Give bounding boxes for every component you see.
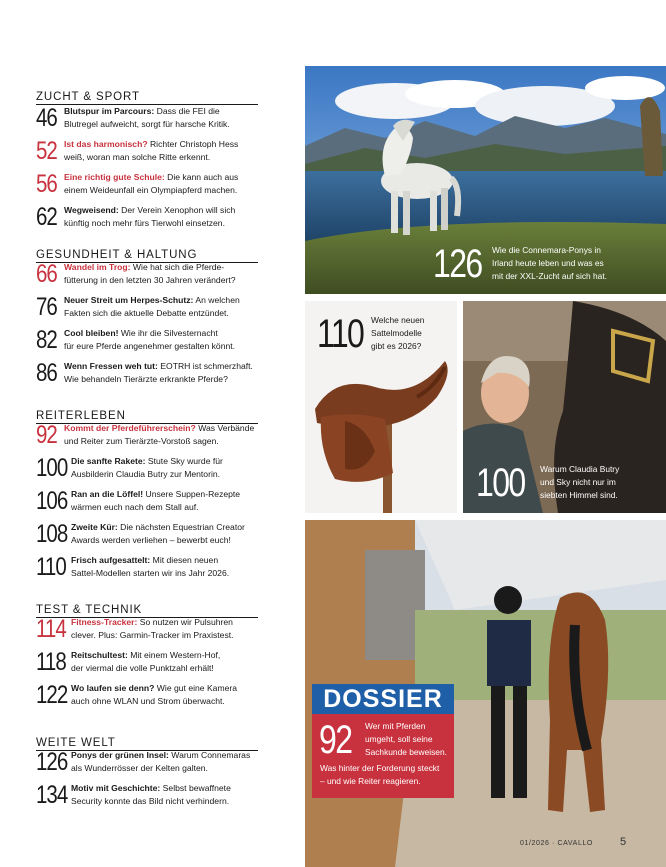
entry-description (71, 616, 234, 643)
toc-entry[interactable] (36, 554, 261, 584)
toc-entry[interactable] (36, 105, 261, 135)
entry-headline: Wegweisend: (64, 205, 119, 215)
toc-entry[interactable] (36, 422, 261, 452)
entry-line: Sattel-Modellen starten wir ins Jahr 2026. (71, 568, 230, 579)
page-number: 5 (620, 836, 627, 848)
entry-line: wärmen euch nach dem Stall auf. (71, 502, 199, 513)
entry-description (64, 422, 254, 449)
entry-headline: Reitschultest: (71, 650, 128, 660)
entry-headline: Zweite Kür: (71, 522, 118, 532)
dossier-line: Wer mit Pferden (365, 721, 426, 731)
entry-headline: Die sanfte Rakete: (71, 456, 146, 466)
toc-entry[interactable] (36, 682, 261, 712)
page-reference-number: 56 (36, 170, 57, 198)
entry-headline: Neuer Streit um Herpes-Schutz: (64, 295, 194, 305)
entry-teaser: Wie hat sich die Pferde- (130, 262, 225, 272)
pony-teaser-line: mit der XXL-Zucht auf sich hat. (492, 271, 607, 281)
dossier-line: – und wie Reiter reagieren. (320, 776, 421, 786)
toc-entry[interactable] (36, 171, 261, 201)
page-reference-number: 110 (36, 553, 66, 581)
entry-line (64, 105, 230, 118)
entry-description (71, 749, 250, 776)
entry-teaser: Die nächsten Equestrian Creator (117, 522, 245, 532)
lake-landscape-illustration (305, 66, 666, 294)
toc-entry[interactable] (36, 138, 261, 168)
entry-description (71, 554, 229, 581)
entry-line (64, 261, 236, 274)
toc-entry[interactable] (36, 782, 261, 812)
toc-section (36, 737, 258, 809)
entry-headline: Frisch aufgesattelt: (71, 555, 151, 565)
page-reference-number: 126 (36, 748, 68, 776)
entry-line (71, 749, 250, 762)
toc-entry[interactable] (36, 616, 261, 646)
entry-line: für eure Pferde angenehmer gestalten könnt. (64, 341, 236, 352)
pony-teaser-line: Wie die Connemara-Ponys in (492, 245, 601, 255)
toc-entry[interactable] (36, 749, 261, 779)
pony-teaser-number: 126 (433, 242, 482, 286)
page-reference-number: 62 (36, 203, 57, 231)
connemara-pony-photo[interactable] (305, 66, 666, 294)
dossier-line: umgeht, soll seine (365, 734, 433, 744)
entry-teaser: Mit diesen neuen (150, 555, 219, 565)
entry-teaser: Dass die FEI die (154, 106, 220, 116)
entry-headline: Motiv mit Geschichte: (71, 783, 161, 793)
page-reference-number: 76 (36, 293, 57, 321)
entry-line (64, 422, 254, 435)
toc-section (36, 91, 258, 231)
entry-teaser: Richter Christoph Hess (147, 139, 239, 149)
saddle-teaser-text (371, 314, 424, 353)
section-title: WEITE WELT (36, 737, 258, 751)
entry-line: weiß, woran man solche Ritte erkennt. (64, 152, 211, 163)
entry-description (64, 204, 235, 231)
entry-line: Fakten sich die aktuelle Debatte entzündet. (64, 308, 229, 319)
section-title: TEST & TECHNIK (36, 604, 258, 618)
entry-line: auch ohne WLAN und Strom überwacht. (71, 696, 225, 707)
entry-description (64, 261, 236, 288)
toc-entry[interactable] (36, 261, 261, 291)
page-reference-number: 122 (36, 681, 68, 709)
entry-description (64, 294, 240, 321)
entry-description (64, 105, 230, 132)
toc-entry[interactable] (36, 488, 261, 518)
entry-line: und Reiter zum Tierärzte-Vorstoß sagen. (64, 436, 219, 447)
entry-headline: Fitness-Tracker: (71, 617, 138, 627)
entry-teaser: An welchen (193, 295, 240, 305)
entry-line: Security konnte das Bild nicht verhindern. (71, 796, 230, 807)
entry-line: clever. Plus: Garmin-Tracker im Praxistest. (71, 630, 234, 641)
page-reference-number: 82 (36, 326, 57, 354)
entry-description (71, 649, 220, 676)
entry-line: Blutregel aufweicht, sorgt für harsche Kritik. (64, 119, 230, 130)
entry-teaser: Was Verbände (195, 423, 255, 433)
toc-entry[interactable] (36, 521, 261, 551)
page-reference-number: 66 (36, 260, 57, 288)
pony-teaser-line: Irland heute leben und was es (492, 258, 604, 268)
dossier-line: Was hinter der Forderung steckt (320, 763, 440, 773)
entry-teaser: Wie ihr die Silvesternacht (118, 328, 218, 338)
toc-entry[interactable] (36, 327, 261, 357)
entry-line (71, 455, 223, 468)
entry-line: einem Weideunfall ein Olympiapferd machen. (64, 185, 238, 196)
entry-line (64, 360, 253, 373)
entry-line (64, 294, 240, 307)
entry-headline: Wo laufen sie denn? (71, 683, 155, 693)
page-reference-number: 134 (36, 781, 68, 809)
butry-teaser-number: 100 (476, 461, 525, 505)
dossier-text-short (365, 720, 447, 759)
entry-description (64, 360, 253, 387)
toc-section (36, 410, 258, 581)
entry-teaser: Der Verein Xenophon will sich (118, 205, 236, 215)
entry-description (64, 138, 238, 165)
entry-description (71, 455, 223, 482)
page-reference-number: 100 (36, 454, 68, 482)
entry-description (71, 488, 240, 515)
page-reference-number: 108 (36, 520, 68, 548)
entry-line: Awards werden verliehen – bewerbt euch! (71, 535, 231, 546)
entry-line: Ausbilderin Claudia Butry zur Mentorin. (71, 469, 221, 480)
entry-line (64, 171, 238, 184)
entry-teaser: So nutzen wir Pulsuhren (137, 617, 233, 627)
entry-headline: Ponys der grünen Insel: (71, 750, 169, 760)
section-title: GESUNDHEIT & HALTUNG (36, 249, 258, 263)
entry-teaser: Die kann auch aus (164, 172, 239, 182)
entry-line (64, 327, 235, 340)
entry-headline: Ist das harmonisch? (64, 139, 148, 149)
saddle-teaser-line: Welche neuen (371, 315, 425, 325)
entry-headline: Blutspur im Parcours: (64, 106, 155, 116)
butry-teaser-line: Warum Claudia Butry (540, 464, 620, 474)
page-reference-number: 106 (36, 487, 68, 515)
dossier-line: Sachkunde beweisen. (365, 747, 447, 757)
butry-teaser-line: siebten Himmel sind. (540, 490, 618, 500)
dossier-number: 92 (319, 718, 352, 762)
entry-teaser: Warum Connemaras (168, 750, 251, 760)
entry-teaser: Unsere Suppen-Rezepte (143, 489, 241, 499)
entry-headline: Cool bleiben! (64, 328, 119, 338)
toc-section (36, 604, 258, 709)
entry-line (71, 616, 234, 629)
entry-line: fütterung in den letzten 30 Jahren verändert? (64, 275, 236, 286)
toc-section (36, 249, 258, 387)
entry-line: Wie behandeln Tierärzte erkrankte Pferde? (64, 374, 228, 385)
section-title: REITERLEBEN (36, 410, 258, 424)
saddle-teaser-number: 110 (317, 312, 364, 356)
section-title: ZUCHT & SPORT (36, 91, 258, 105)
saddle-teaser-line: gibt es 2026? (371, 341, 422, 351)
entry-teaser: Wie gut eine Kamera (154, 683, 238, 693)
entry-headline: Kommt der Pferdeführerschein? (64, 423, 196, 433)
entry-description (71, 682, 237, 709)
entry-line (71, 649, 220, 662)
entry-line (64, 204, 235, 217)
dossier-box[interactable] (312, 714, 454, 798)
entry-headline: Eine richtig gute Schule: (64, 172, 165, 182)
page-reference-number: 92 (36, 421, 57, 449)
page-reference-number: 86 (36, 359, 57, 387)
toc-entry[interactable] (36, 294, 261, 324)
dossier-label[interactable]: DOSSIER (312, 684, 454, 714)
page-reference-number: 52 (36, 137, 57, 165)
butry-teaser-text (540, 463, 619, 502)
entry-line (71, 488, 240, 501)
entry-line: der viermal die volle Punktzahl erhält! (71, 663, 214, 674)
pony-teaser-text (492, 244, 607, 283)
toc-entry[interactable] (36, 455, 261, 485)
entry-description (64, 171, 238, 198)
entry-line (71, 682, 237, 695)
entry-description (64, 327, 235, 354)
entry-line: als Wunderrösser der Kelten galten. (71, 763, 208, 774)
issue-footer: 01/2026 · CAVALLO (520, 840, 593, 847)
entry-headline: Wandel im Trog: (64, 262, 131, 272)
dossier-text-long (320, 762, 439, 788)
page-reference-number: 118 (36, 648, 66, 676)
entry-teaser: Mit einem Western-Hof, (127, 650, 221, 660)
saddle-teaser-line: Sattelmodelle (371, 328, 422, 338)
entry-teaser: EOTRH ist schmerzhaft. (157, 361, 253, 371)
entry-line (71, 521, 245, 534)
entry-teaser: Selbst bewaffnete (160, 783, 231, 793)
entry-description (71, 782, 231, 809)
entry-description (71, 521, 245, 548)
toc-entry[interactable] (36, 649, 261, 679)
entry-line (64, 138, 238, 151)
page-reference-number: 46 (36, 104, 57, 132)
toc-entry[interactable] (36, 360, 261, 390)
page-reference-number: 114 (36, 615, 66, 643)
toc-entry[interactable] (36, 204, 261, 234)
entry-line (71, 554, 229, 567)
entry-headline: Ran an die Löffel! (71, 489, 144, 499)
butry-teaser-line: und Sky nicht nur im (540, 477, 616, 487)
entry-line: künftig noch mehr fürs Tierwohl einsetzen. (64, 218, 225, 229)
entry-headline: Wenn Fressen weh tut: (64, 361, 158, 371)
entry-teaser: Stute Sky wurde für (145, 456, 223, 466)
entry-line (71, 782, 231, 795)
